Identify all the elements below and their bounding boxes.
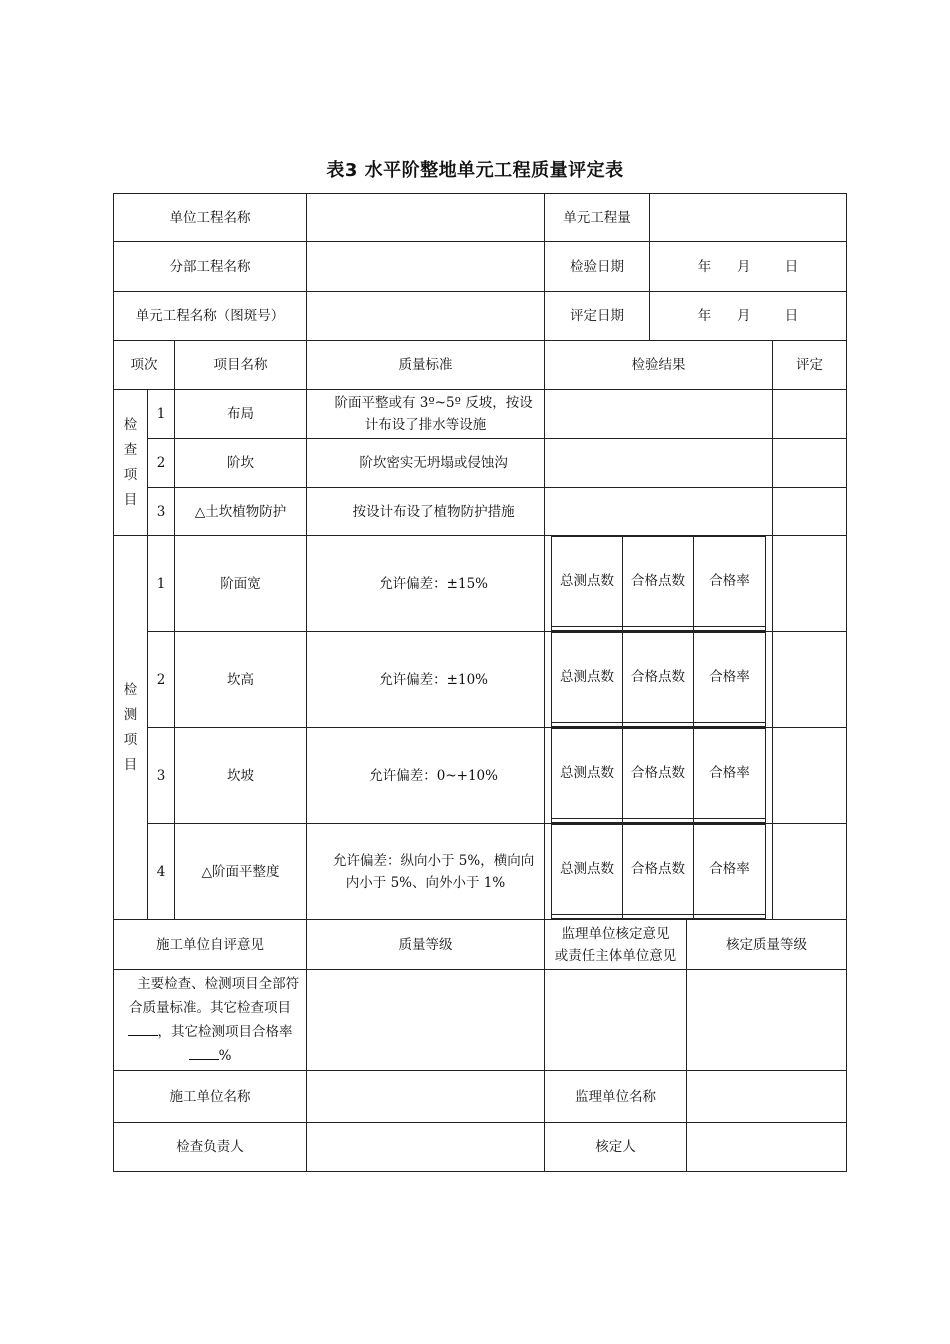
element-name-field[interactable] bbox=[307, 292, 545, 341]
element-quantity-label: 单元工程量 bbox=[545, 194, 650, 242]
check-item-no: 2 bbox=[148, 439, 175, 488]
check-item-result[interactable] bbox=[545, 488, 773, 536]
inspection-date-label: 检验日期 bbox=[545, 242, 650, 292]
check-item-evaluation[interactable] bbox=[773, 390, 847, 439]
measure-item-no: 4 bbox=[148, 824, 175, 920]
evaluation-date-field[interactable]: 年 月 日 bbox=[650, 292, 847, 341]
check-item-evaluation[interactable] bbox=[773, 488, 847, 536]
element-quantity-field[interactable] bbox=[650, 194, 847, 242]
pass-rate-cell[interactable] bbox=[694, 914, 766, 918]
sub-project-name-label: 分部工程名称 bbox=[114, 242, 307, 292]
supervision-unit-field[interactable] bbox=[687, 1071, 847, 1123]
check-item-standard: 按设计布设了植物防护措施 bbox=[307, 488, 545, 536]
pass-rate-header: 合格率 bbox=[694, 537, 766, 627]
construction-unit-field[interactable] bbox=[307, 1071, 545, 1123]
measure-result-grid bbox=[545, 728, 773, 824]
measure-item-standard: 允许偏差：±10% bbox=[307, 632, 545, 728]
qualified-points-cell[interactable] bbox=[623, 818, 694, 822]
column-standard: 质量标准 bbox=[307, 341, 545, 390]
total-points-header: 总测点数 bbox=[552, 729, 623, 819]
verifier-label: 核定人 bbox=[545, 1123, 687, 1172]
measure-item-standard: 允许偏差：纵向小于 5%，横向向内小于 5%、向外小于 1% bbox=[307, 824, 545, 920]
measure-item-evaluation[interactable] bbox=[773, 824, 847, 920]
measure-item-name: 阶面宽 bbox=[175, 536, 307, 632]
measure-result-grid bbox=[545, 536, 773, 632]
measure-result-grid bbox=[545, 632, 773, 728]
qualified-points-cell[interactable] bbox=[623, 722, 694, 726]
verifier-field[interactable] bbox=[687, 1123, 847, 1172]
quality-grade-field[interactable] bbox=[307, 970, 545, 1071]
verified-grade-label: 核定质量等级 bbox=[687, 920, 847, 970]
check-item-name: 布局 bbox=[175, 390, 307, 439]
measure-item-name: 坎坡 bbox=[175, 728, 307, 824]
inspector-field[interactable] bbox=[307, 1123, 545, 1172]
pass-rate-cell[interactable] bbox=[694, 722, 766, 726]
supervisor-opinion-field[interactable] bbox=[545, 970, 687, 1071]
measure-item-standard: 允许偏差：0~+10% bbox=[307, 728, 545, 824]
total-points-cell[interactable] bbox=[552, 722, 623, 726]
measure-item-no: 1 bbox=[148, 536, 175, 632]
inspector-label: 检查负责人 bbox=[114, 1123, 307, 1172]
qualified-points-cell[interactable] bbox=[623, 626, 694, 630]
element-name-label: 单元工程名称（图斑号） bbox=[114, 292, 307, 341]
column-evaluation: 评定 bbox=[773, 341, 847, 390]
total-points-header: 总测点数 bbox=[552, 633, 623, 723]
measure-item-standard: 允许偏差：±15% bbox=[307, 536, 545, 632]
check-item-name: 阶坎 bbox=[175, 439, 307, 488]
evaluation-date-label: 评定日期 bbox=[545, 292, 650, 341]
measure-item-no: 2 bbox=[148, 632, 175, 728]
measure-item-no: 3 bbox=[148, 728, 175, 824]
measure-item-evaluation[interactable] bbox=[773, 728, 847, 824]
qualified-points-header: 合格点数 bbox=[623, 729, 694, 819]
measure-result-grid bbox=[545, 824, 773, 920]
self-eval-label: 施工单位自评意见 bbox=[114, 920, 307, 970]
total-points-header: 总测点数 bbox=[552, 825, 623, 915]
column-item-name: 项目名称 bbox=[175, 341, 307, 390]
column-item-no: 项次 bbox=[114, 341, 175, 390]
check-item-result[interactable] bbox=[545, 390, 773, 439]
check-item-no: 1 bbox=[148, 390, 175, 439]
self-eval-text: 主要检查、检测项目全部符合质量标准。其它检查项目，其它检测项目合格率% bbox=[114, 970, 307, 1071]
construction-unit-label: 施工单位名称 bbox=[114, 1071, 307, 1123]
pass-rate-header: 合格率 bbox=[694, 633, 766, 723]
check-item-evaluation[interactable] bbox=[773, 439, 847, 488]
check-item-no: 3 bbox=[148, 488, 175, 536]
check-items-group-label: 检查项目 bbox=[114, 390, 148, 536]
check-item-result[interactable] bbox=[545, 439, 773, 488]
quality-grade-label: 质量等级 bbox=[307, 920, 545, 970]
verified-grade-field[interactable] bbox=[687, 970, 847, 1071]
measure-item-name: 坎高 bbox=[175, 632, 307, 728]
quality-evaluation-form bbox=[113, 193, 847, 1172]
pass-rate-cell[interactable] bbox=[694, 626, 766, 630]
pass-rate-header: 合格率 bbox=[694, 825, 766, 915]
inspection-date-field[interactable]: 年 月 日 bbox=[650, 242, 847, 292]
measure-item-evaluation[interactable] bbox=[773, 632, 847, 728]
total-points-cell[interactable] bbox=[552, 626, 623, 630]
check-item-name: △土坎植物防护 bbox=[175, 488, 307, 536]
total-points-cell[interactable] bbox=[552, 818, 623, 822]
total-points-cell[interactable] bbox=[552, 914, 623, 918]
pass-rate-blank[interactable] bbox=[189, 1045, 219, 1060]
pass-rate-cell[interactable] bbox=[694, 818, 766, 822]
qualified-points-cell[interactable] bbox=[623, 914, 694, 918]
sub-project-name-field[interactable] bbox=[307, 242, 545, 292]
unit-project-name-label: 单位工程名称 bbox=[114, 194, 307, 242]
page-title: 表3 水平阶整地单元工程质量评定表 bbox=[326, 160, 624, 181]
unit-project-name-field[interactable] bbox=[307, 194, 545, 242]
measure-item-name: △阶面平整度 bbox=[175, 824, 307, 920]
total-points-header: 总测点数 bbox=[552, 537, 623, 627]
qualified-points-header: 合格点数 bbox=[623, 537, 694, 627]
check-item-standard: 阶坎密实无坍塌或侵蚀沟 bbox=[307, 439, 545, 488]
qualified-points-header: 合格点数 bbox=[623, 825, 694, 915]
supervisor-opinion-label: 监理单位核定意见 或责任主体单位意见 bbox=[545, 920, 687, 970]
measure-item-evaluation[interactable] bbox=[773, 536, 847, 632]
qualified-points-header: 合格点数 bbox=[623, 633, 694, 723]
other-check-blank[interactable] bbox=[128, 1021, 158, 1036]
check-item-standard: 阶面平整或有 3º~5º 反坡，按设计布设了排水等设施 bbox=[307, 390, 545, 439]
pass-rate-header: 合格率 bbox=[694, 729, 766, 819]
measure-items-group-label: 检测项目 bbox=[114, 536, 148, 920]
column-result: 检验结果 bbox=[545, 341, 773, 390]
supervision-unit-label: 监理单位名称 bbox=[545, 1071, 687, 1123]
